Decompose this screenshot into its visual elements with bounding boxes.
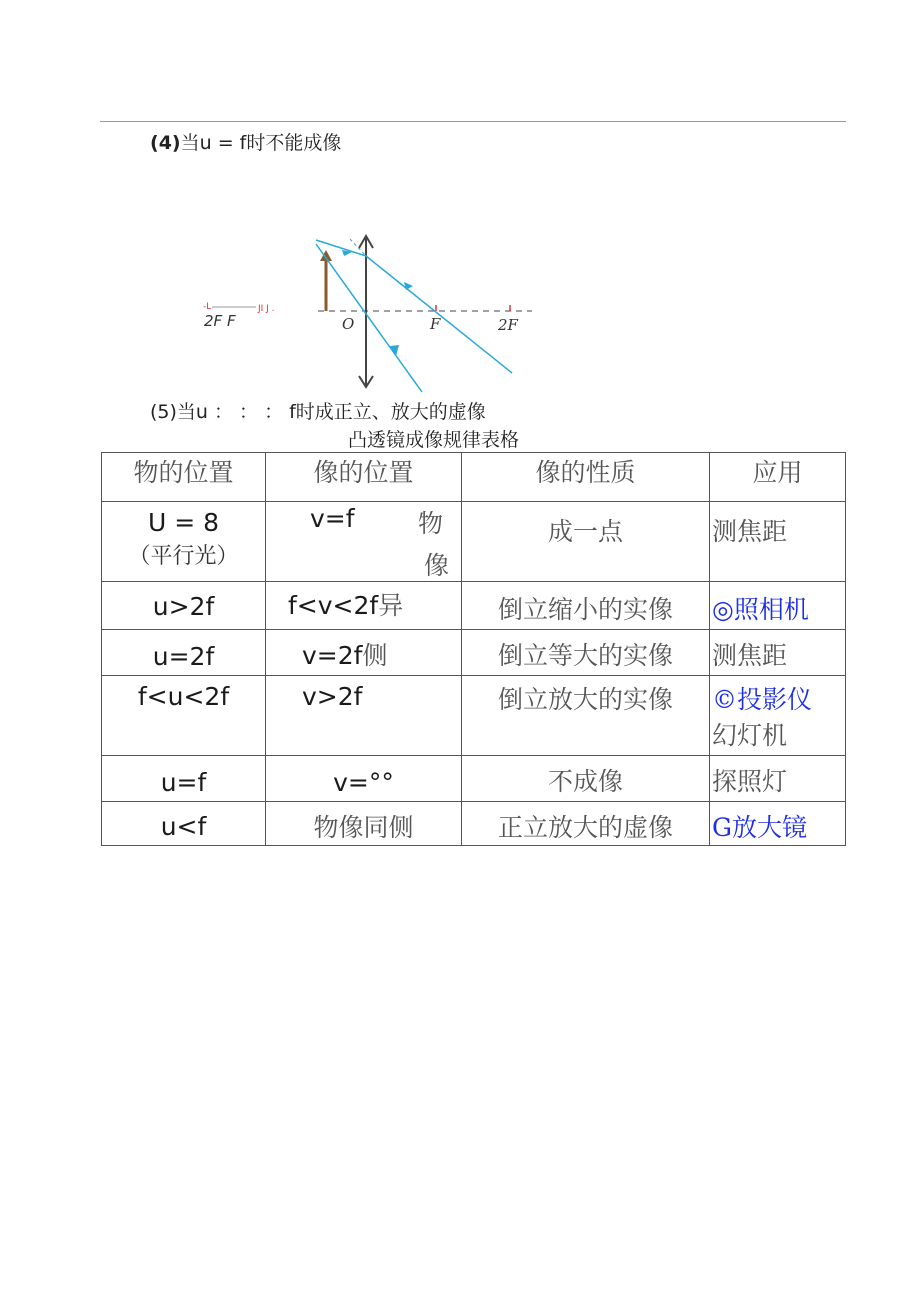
table-row	[102, 502, 846, 582]
cell-image	[266, 756, 462, 802]
cell-image-word-b: 像	[424, 551, 450, 580]
case-5-line: (5)当u ： ： ： f时成正立、放大的虚像	[150, 401, 486, 423]
cell-image	[266, 676, 462, 756]
cell-image	[266, 802, 462, 846]
header-image-nature: 像的性质	[462, 453, 710, 502]
header-image-position: 像的位置	[266, 453, 462, 502]
lens-rules-table	[101, 452, 846, 846]
table-row	[102, 802, 846, 846]
case-4-text: 当u = f时不能成像	[180, 132, 342, 154]
cell-application	[710, 802, 846, 846]
lens-diagram-svg	[200, 230, 540, 395]
lens-diagram	[200, 230, 540, 399]
cell-object-main: u>2f	[152, 592, 215, 621]
cell-image-main: 物像同侧	[313, 813, 414, 842]
cell-image-main: v>2f	[302, 682, 363, 711]
table-row	[102, 630, 846, 676]
cell-image-suffix: 侧	[362, 641, 388, 670]
cell-object-main: u<f	[160, 812, 207, 841]
cell-image-main: v=°°	[333, 768, 394, 797]
cell-application-text: 探照灯	[712, 767, 788, 796]
cell-nature	[462, 630, 710, 676]
cell-object	[102, 630, 266, 676]
cell-application-text-2: 幻灯机	[712, 721, 788, 750]
cell-application-text: 测焦距	[712, 517, 788, 546]
cell-application-text: 测焦距	[712, 641, 788, 670]
cell-object-main: f<u<2f	[137, 682, 230, 711]
cell-nature	[462, 582, 710, 630]
cell-application	[710, 582, 846, 630]
cell-application-text: ◎照相机	[712, 595, 809, 624]
table-row	[102, 582, 846, 630]
cell-object	[102, 676, 266, 756]
cell-nature-text: 倒立缩小的实像	[497, 595, 673, 624]
cell-nature-text: 倒立等大的实像	[497, 641, 673, 670]
cell-nature	[462, 502, 710, 582]
header-object-position: 物的位置	[102, 453, 266, 502]
cell-nature-text: 正立放大的虚像	[497, 813, 673, 842]
top-divider	[100, 121, 846, 122]
cell-object	[102, 756, 266, 802]
table-title: 凸透镜成像规律表格	[348, 429, 520, 451]
cell-image-main: v=f	[310, 504, 355, 533]
cell-nature	[462, 802, 710, 846]
label-O: O	[342, 315, 355, 333]
left-mark-text-2: JI J .	[258, 304, 275, 314]
cell-application	[710, 502, 846, 582]
left-focal-labels: 2F F	[204, 312, 236, 330]
cell-image-main: v=2f	[302, 641, 363, 670]
ray-center	[316, 244, 422, 392]
case-4-line: (4)当u = f时不能成像	[150, 132, 342, 154]
cell-image-word-a: 物	[418, 509, 444, 538]
cell-nature-text: 不成像	[547, 767, 623, 796]
cell-image-main: f<v<2f	[288, 591, 379, 620]
cell-object-sub: （平行光）	[128, 544, 239, 569]
table-row	[102, 676, 846, 756]
cell-image	[266, 630, 462, 676]
cell-application	[710, 676, 846, 756]
cell-image	[266, 582, 462, 630]
cell-object-main: u=f	[160, 768, 207, 797]
cell-application	[710, 630, 846, 676]
table-header-row	[102, 453, 846, 502]
cell-application	[710, 756, 846, 802]
cell-nature	[462, 676, 710, 756]
cell-object-main: U = 8	[147, 508, 220, 537]
cell-application-text: G放大镜	[712, 813, 807, 842]
cell-object-main: u=2f	[152, 642, 215, 671]
cell-application-text: ©投影仪	[712, 685, 813, 714]
label-F: F	[430, 315, 441, 333]
label-2F: 2F	[498, 316, 518, 334]
table-row	[102, 756, 846, 802]
cell-image	[266, 502, 462, 582]
cell-object	[102, 502, 266, 582]
left-mark-text: -L	[203, 302, 212, 312]
cell-object	[102, 802, 266, 846]
cell-nature	[462, 756, 710, 802]
ray-arrowhead-2	[404, 282, 413, 290]
case-4-number: 4	[158, 132, 172, 154]
cell-object	[102, 582, 266, 630]
cell-nature-text: 倒立放大的实像	[497, 685, 673, 714]
cell-image-suffix: 异	[378, 591, 404, 620]
cell-nature-text: 成一点	[547, 517, 623, 546]
header-application: 应用	[710, 453, 846, 502]
